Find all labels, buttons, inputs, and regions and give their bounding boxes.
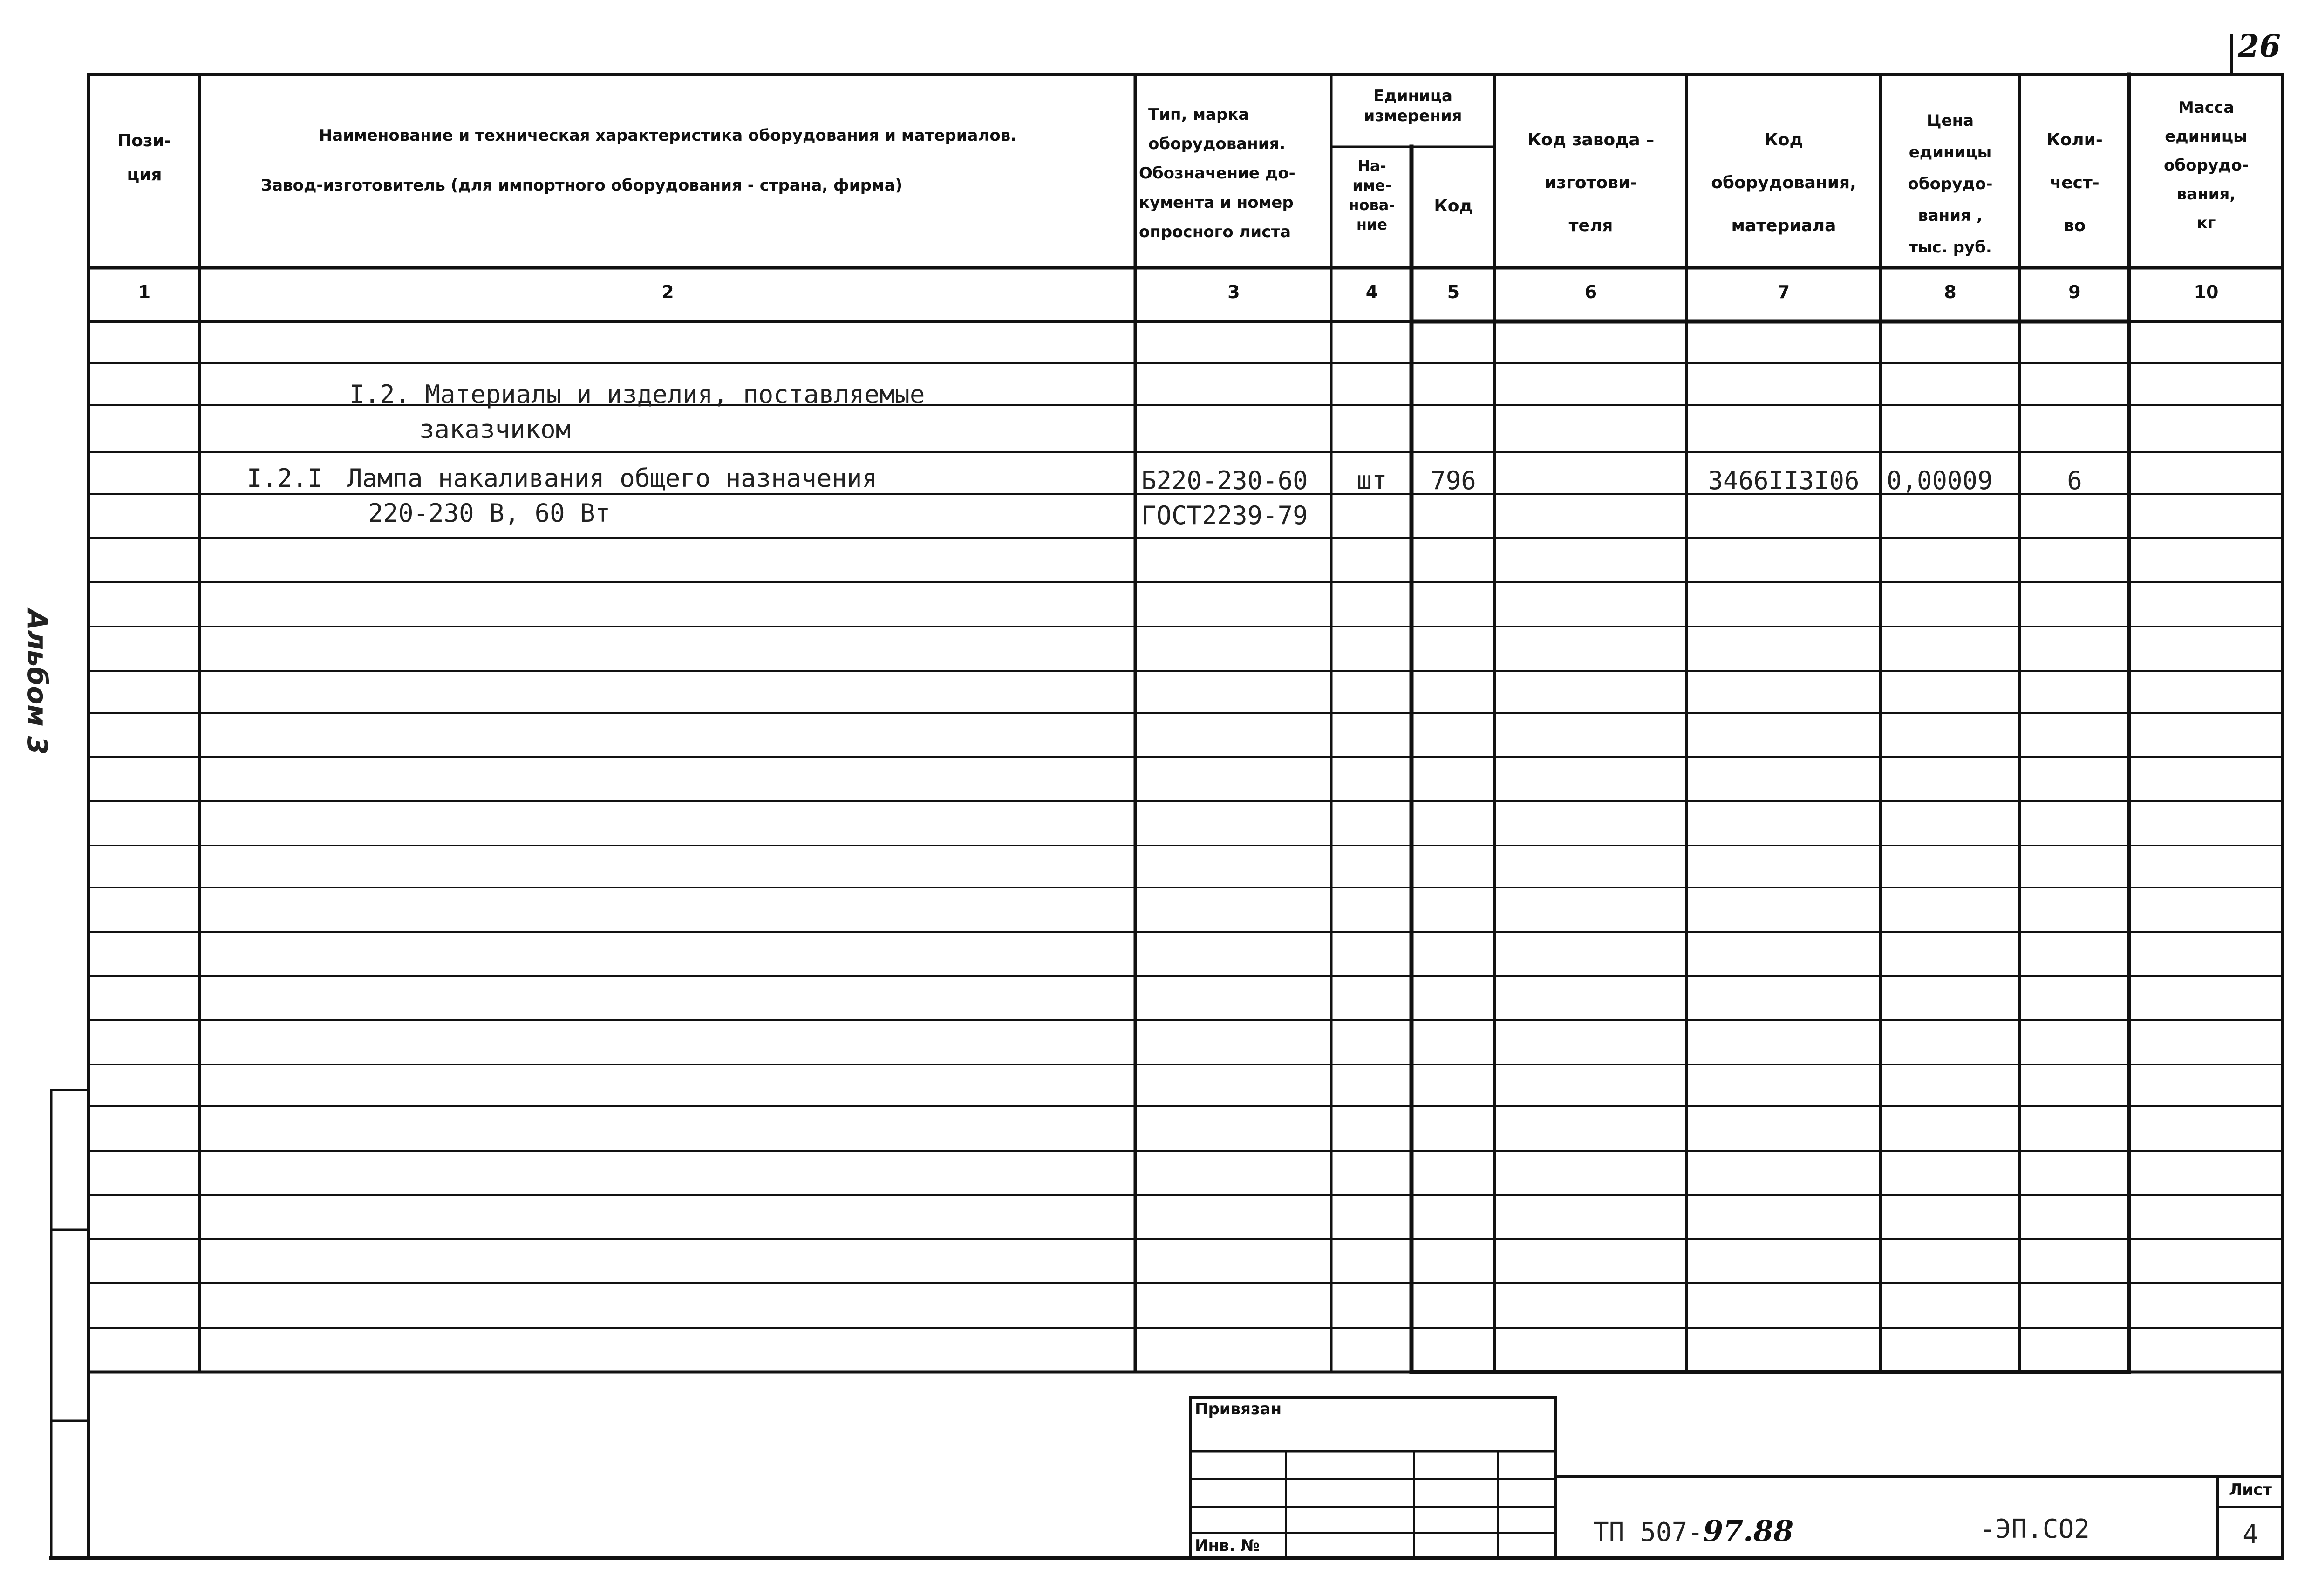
column-number: 1 xyxy=(138,282,151,302)
header-material-code-line: оборудования, xyxy=(1711,173,1856,192)
stamp-privyazan: Привязан xyxy=(1195,1400,1282,1419)
header-unit-name-line: име- xyxy=(1352,177,1391,194)
side-label: Альбом 3 xyxy=(21,609,53,755)
header-type-line: оборудования. xyxy=(1148,135,1286,153)
column-number: 7 xyxy=(1777,282,1790,302)
header-quantity-line: Коли- xyxy=(2046,130,2103,150)
column-number: 2 xyxy=(661,282,674,302)
header-position xyxy=(89,130,199,185)
column-number: 8 xyxy=(1944,282,1957,302)
header-type-line: опросного листа xyxy=(1139,223,1291,241)
item-name-continuation: 220-230 В, 60 Вт xyxy=(368,498,611,528)
item-unit-code: 796 xyxy=(1431,466,1476,495)
section-title-continuation: заказчиком xyxy=(419,415,571,444)
item-name: Лампа накаливания общего назначения xyxy=(347,464,877,493)
header-quantity xyxy=(2020,119,2129,247)
header-material-code-line: Код xyxy=(1764,130,1803,150)
header-type-line: кумента и номер xyxy=(1139,193,1294,212)
document-prefix: ТП 507- xyxy=(1593,1517,1704,1548)
header-mass xyxy=(2130,93,2283,238)
column-number: 4 xyxy=(1365,282,1378,302)
header-price-line: тыс. руб. xyxy=(1909,238,1992,257)
header-unit-name xyxy=(1332,156,1411,234)
sheet-label: Лист xyxy=(2229,1480,2272,1499)
item-type: Б220-230-60 xyxy=(1141,466,1308,495)
header-price-line: Цена xyxy=(1926,111,1974,130)
stamp-inventory-number: Инв. № xyxy=(1195,1536,1260,1555)
header-mass-line: единицы xyxy=(2165,127,2248,146)
header-price-line: единицы xyxy=(1909,143,1992,162)
header-unit-line: Единица xyxy=(1373,87,1452,105)
header-name xyxy=(200,126,1135,195)
header-factory-code xyxy=(1495,119,1686,247)
header-unit-line: измерения xyxy=(1363,106,1462,125)
header-name-line: Наименование и техническая характеристика оборудования и материалов. xyxy=(319,126,1017,145)
header-unit-name-line: ние xyxy=(1356,216,1388,233)
column-number: 10 xyxy=(2194,282,2219,302)
header-mass-line: Масса xyxy=(2178,98,2235,117)
header-factory-code-line: теля xyxy=(1568,216,1613,235)
header-quantity-line: чест- xyxy=(2050,173,2100,192)
document-designation xyxy=(1593,1514,1793,1548)
section-title: I.2. Материалы и изделия, поставляемые xyxy=(349,380,925,409)
column-number: 9 xyxy=(2068,282,2081,302)
item-material-code: 3466II3I06 xyxy=(1708,466,1860,495)
sheet-number: 4 xyxy=(2243,1520,2258,1550)
header-material-code-line: материала xyxy=(1731,216,1836,235)
column-number: 3 xyxy=(1227,282,1240,302)
header-quantity-line: во xyxy=(2063,216,2086,235)
header-unit-name-line: На- xyxy=(1357,157,1386,175)
header-type xyxy=(1139,100,1330,247)
item-document: ГОСТ2239-79 xyxy=(1141,501,1308,530)
item-unit-name: шт xyxy=(1357,466,1387,495)
header-price xyxy=(1881,105,2019,263)
item-position: I.2.I xyxy=(247,464,323,493)
header-type-line: Тип, марка xyxy=(1148,105,1249,124)
header-unit-name-line: нова- xyxy=(1349,196,1395,214)
header-position-line: ция xyxy=(127,165,162,184)
document-number-handwritten: 97.88 xyxy=(1703,1514,1794,1548)
header-unit-group xyxy=(1331,86,1494,126)
header-type-line: Обозначение до- xyxy=(1139,164,1295,183)
item-quantity: 6 xyxy=(2067,466,2082,495)
header-unit-code: Код xyxy=(1434,197,1473,216)
header-mass-line: кг xyxy=(2196,214,2216,232)
document-suffix: -ЭП.СО2 xyxy=(1980,1514,2090,1544)
header-mass-line: вания, xyxy=(2176,185,2236,204)
header-price-line: вания , xyxy=(1918,206,1983,225)
header-factory-code-line: Код завода – xyxy=(1527,130,1655,150)
header-position-line: Пози- xyxy=(117,131,171,150)
column-number: 6 xyxy=(1584,282,1597,302)
header-mass-line: оборудо- xyxy=(2164,156,2249,175)
header-material-code xyxy=(1687,119,1880,247)
header-name-line: Завод-изготовитель (для импортного оборудования - страна, фирма) xyxy=(261,176,903,195)
page-number: 26 xyxy=(2238,28,2281,64)
header-factory-code-line: изготови- xyxy=(1544,173,1637,192)
header-price-line: оборудо- xyxy=(1908,175,1993,193)
column-number: 5 xyxy=(1447,282,1460,302)
item-price: 0,00009 xyxy=(1887,466,1993,495)
